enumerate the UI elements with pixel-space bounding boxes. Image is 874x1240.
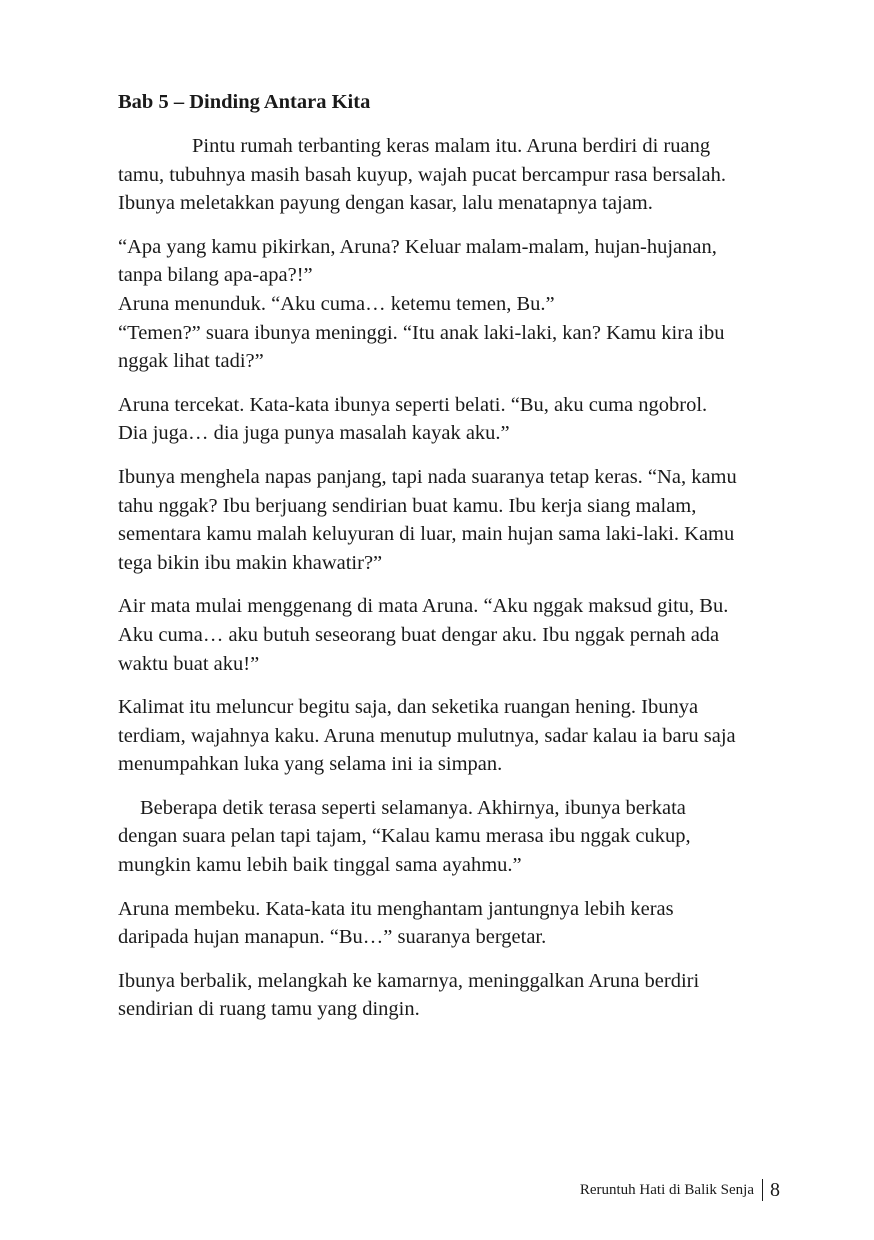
- page-number: 8: [770, 1178, 780, 1201]
- paragraph-line: tahu nggak? Ibu berjuang sendirian buat kamu. Ibu kerja siang malam,: [118, 494, 697, 517]
- chapter-title: Bab 5 – Dinding Antara Kita: [118, 91, 371, 113]
- paragraph-line: terdiam, wajahnya kaku. Aruna menutup mulutnya, sadar kalau ia baru saja: [118, 724, 736, 747]
- paragraph-line: tega bikin ibu makin khawatir?”: [118, 551, 383, 574]
- paragraph-line: waktu buat aku!”: [118, 652, 260, 675]
- paragraph-line: Ibunya berbalik, melangkah ke kamarnya, meninggalkan Aruna berdiri: [118, 969, 700, 992]
- paragraph-line: sementara kamu malah keluyuran di luar, main hujan sama laki-laki. Kamu: [118, 523, 735, 546]
- paragraph-line: menumpahkan luka yang selama ini ia simpan.: [118, 753, 503, 776]
- paragraph-line: tanpa bilang apa-apa?!”: [118, 264, 313, 287]
- paragraph-8: [118, 895, 818, 952]
- paragraph-9: [118, 967, 818, 1024]
- paragraph-line: Ibunya meletakkan payung dengan kasar, lalu menatapnya tajam.: [118, 192, 653, 215]
- paragraph-line: daripada hujan manapun. “Bu…” suaranya bergetar.: [118, 926, 547, 949]
- paragraph-line: “Temen?” suara ibunya meninggi. “Itu anak laki-laki, kan? Kamu kira ibu: [118, 321, 725, 344]
- paragraph-line: Aruna menunduk. “Aku cuma… ketemu temen, Bu.”: [118, 292, 555, 315]
- paragraph-line: Ibunya menghela napas panjang, tapi nada suaranya tetap keras. “Na, kamu: [118, 465, 737, 488]
- paragraph-line: nggak lihat tadi?”: [118, 350, 264, 373]
- paragraph-line: mungkin kamu lebih baik tinggal sama ayahmu.”: [118, 854, 522, 877]
- paragraph-line: dengan suara pelan tapi tajam, “Kalau kamu merasa ibu nggak cukup,: [118, 825, 691, 848]
- paragraph-3: [118, 391, 818, 448]
- paragraph-line: Aruna membeku. Kata-kata itu menghantam jantungnya lebih keras: [118, 897, 674, 920]
- paragraph-line: Aruna tercekat. Kata-kata ibunya seperti belati. “Bu, aku cuma ngobrol.: [118, 393, 708, 416]
- paragraph-6: [118, 693, 818, 779]
- paragraph-2: [118, 233, 818, 376]
- footer-book-title: Reruntuh Hati di Balik Senja: [579, 1181, 754, 1198]
- paragraph-4: [118, 463, 818, 577]
- chapter-content: [118, 88, 818, 1039]
- paragraph-7: [118, 794, 818, 880]
- paragraph-line: Kalimat itu meluncur begitu saja, dan seketika ruangan hening. Ibunya: [118, 696, 699, 719]
- paragraph-line: Aku cuma… aku butuh seseorang buat dengar aku. Ibu nggak pernah ada: [118, 623, 720, 646]
- paragraph-line: Beberapa detik terasa seperti selamanya. Akhirnya, ibunya berkata: [140, 796, 686, 819]
- paragraph-line: sendirian di ruang tamu yang dingin.: [118, 998, 420, 1021]
- paragraph-line: Air mata mulai menggenang di mata Aruna. “Aku nggak maksud gitu, Bu.: [118, 595, 729, 618]
- paragraph-line: Pintu rumah terbanting keras malam itu. Aruna berdiri di ruang: [192, 135, 711, 157]
- paragraph-1: [118, 132, 818, 218]
- paragraph-line: Dia juga… dia juga punya masalah kayak aku.”: [118, 422, 510, 445]
- paragraph-line: tamu, tubuhnya masih basah kuyup, wajah pucat bercampur rasa bersalah.: [118, 163, 726, 186]
- paragraph-5: [118, 592, 818, 678]
- page-footer: [580, 1176, 780, 1204]
- footer-divider: [762, 1179, 763, 1201]
- paragraph-line: “Apa yang kamu pikirkan, Aruna? Keluar malam-malam, hujan-hujanan,: [118, 235, 717, 258]
